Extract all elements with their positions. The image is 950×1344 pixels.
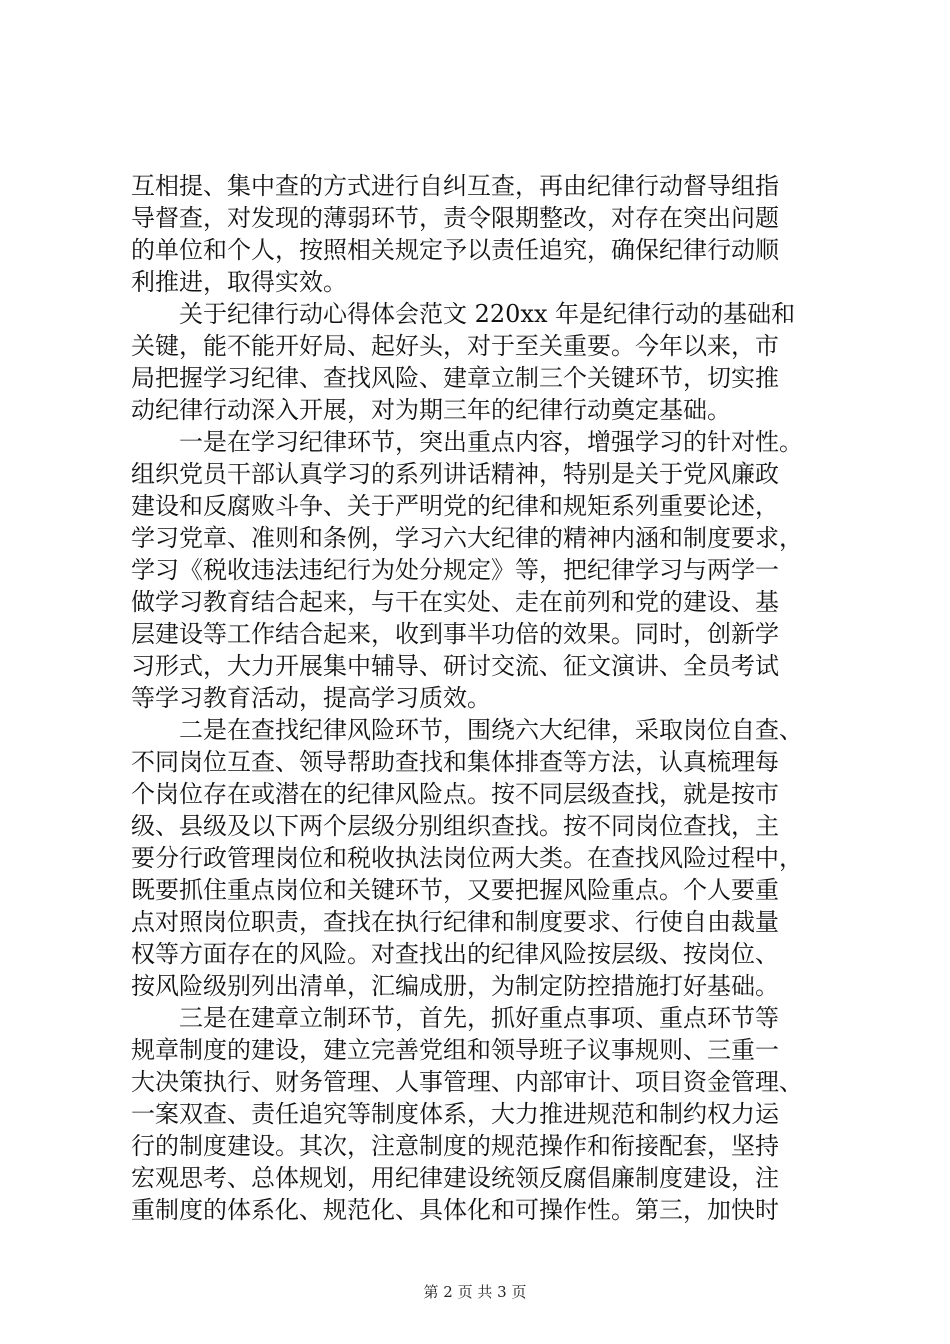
- text-line: 做学习教育结合起来，与干在实处、走在前列和党的建设、基: [131, 588, 779, 616]
- page-footer: 第 2 页 共 3 页: [423, 1283, 527, 1301]
- text-line: 宏观思考、总体规划，用纪律建设统领反腐倡廉制度建设，注: [131, 1164, 779, 1192]
- text-line: 要分行政管理岗位和税收执法岗位两大类。在查找风险过程中，: [131, 844, 803, 872]
- text-line: 权等方面存在的风险。对查找出的纪律风险按层级、按岗位、: [131, 940, 779, 968]
- text-line: 一是在学习纪律环节，突出重点内容，增强学习的针对性。: [131, 428, 803, 456]
- text-line: 建设和反腐败斗争、关于严明党的纪律和规矩系列重要论述，: [131, 492, 779, 520]
- text-line: 学习党章、准则和条例，学习六大纪律的精神内涵和制度要求，: [131, 524, 803, 552]
- text-line: 等学习教育活动，提高学习质效。: [131, 684, 491, 712]
- text-line: 关键，能不能开好局、起好头，对于至关重要。今年以来，市: [131, 332, 779, 360]
- text-line: 互相提、集中查的方式进行自纠互查，再由纪律行动督导组指: [131, 172, 779, 200]
- text-line: 三是在建章立制环节，首先，抓好重点事项、重点环节等: [131, 1004, 779, 1032]
- text-line: 利推进，取得实效。: [131, 268, 347, 296]
- text-line: 大决策执行、财务管理、人事管理、内部审计、项目资金管理、: [131, 1068, 803, 1096]
- text-line: 点对照岗位职责，查找在执行纪律和制度要求、行使自由裁量: [131, 908, 779, 936]
- text-line: 按风险级别列出清单，汇编成册，为制定防控措施打好基础。: [131, 972, 779, 1000]
- text-line: 习形式，大力开展集中辅导、研讨交流、征文演讲、全员考试: [131, 652, 779, 680]
- text-line: 的单位和个人，按照相关规定予以责任追究，确保纪律行动顺: [131, 236, 779, 264]
- text-line: 规章制度的建设，建立完善党组和领导班子议事规则、三重一: [131, 1036, 779, 1064]
- text-line: 行的制度建设。其次，注意制度的规范操作和衔接配套，坚持: [131, 1132, 779, 1160]
- text-line: 不同岗位互查、领导帮助查找和集体排查等方法，认真梳理每: [131, 748, 779, 776]
- text-line: 学习《税收违法违纪行为处分规定》等，把纪律学习与两学一: [131, 556, 779, 584]
- text-line: 二是在查找纪律风险环节，围绕六大纪律，采取岗位自查、: [131, 716, 803, 744]
- text-line: 动纪律行动深入开展，对为期三年的纪律行动奠定基础。: [131, 396, 731, 424]
- text-line: 既要抓住重点岗位和关键环节，又要把握风险重点。个人要重: [131, 876, 779, 904]
- text-line: 级、县级及以下两个层级分别组织查找。按不同岗位查找，主: [131, 812, 779, 840]
- text-line: 个岗位存在或潜在的纪律风险点。按不同层级查找，就是按市: [131, 780, 779, 808]
- text-line: 层建设等工作结合起来，收到事半功倍的效果。同时，创新学: [131, 620, 779, 648]
- text-line: 导督查，对发现的薄弱环节，责令限期整改，对存在突出问题: [131, 204, 779, 232]
- text-line: 局把握学习纪律、查找风险、建章立制三个关键环节，切实推: [131, 364, 779, 392]
- text-line: 一案双查、责任追究等制度体系，大力推进规范和制约权力运: [131, 1100, 779, 1128]
- body-text: [131, 170, 827, 1226]
- text-line: 组织党员干部认真学习的系列讲话精神，特别是关于党风廉政: [131, 460, 779, 488]
- text-line: 重制度的体系化、规范化、具体化和可操作性。第三，加快时: [131, 1196, 779, 1224]
- text-line: 关于纪律行动心得体会范文 220xx 年是纪律行动的基础和: [131, 300, 796, 328]
